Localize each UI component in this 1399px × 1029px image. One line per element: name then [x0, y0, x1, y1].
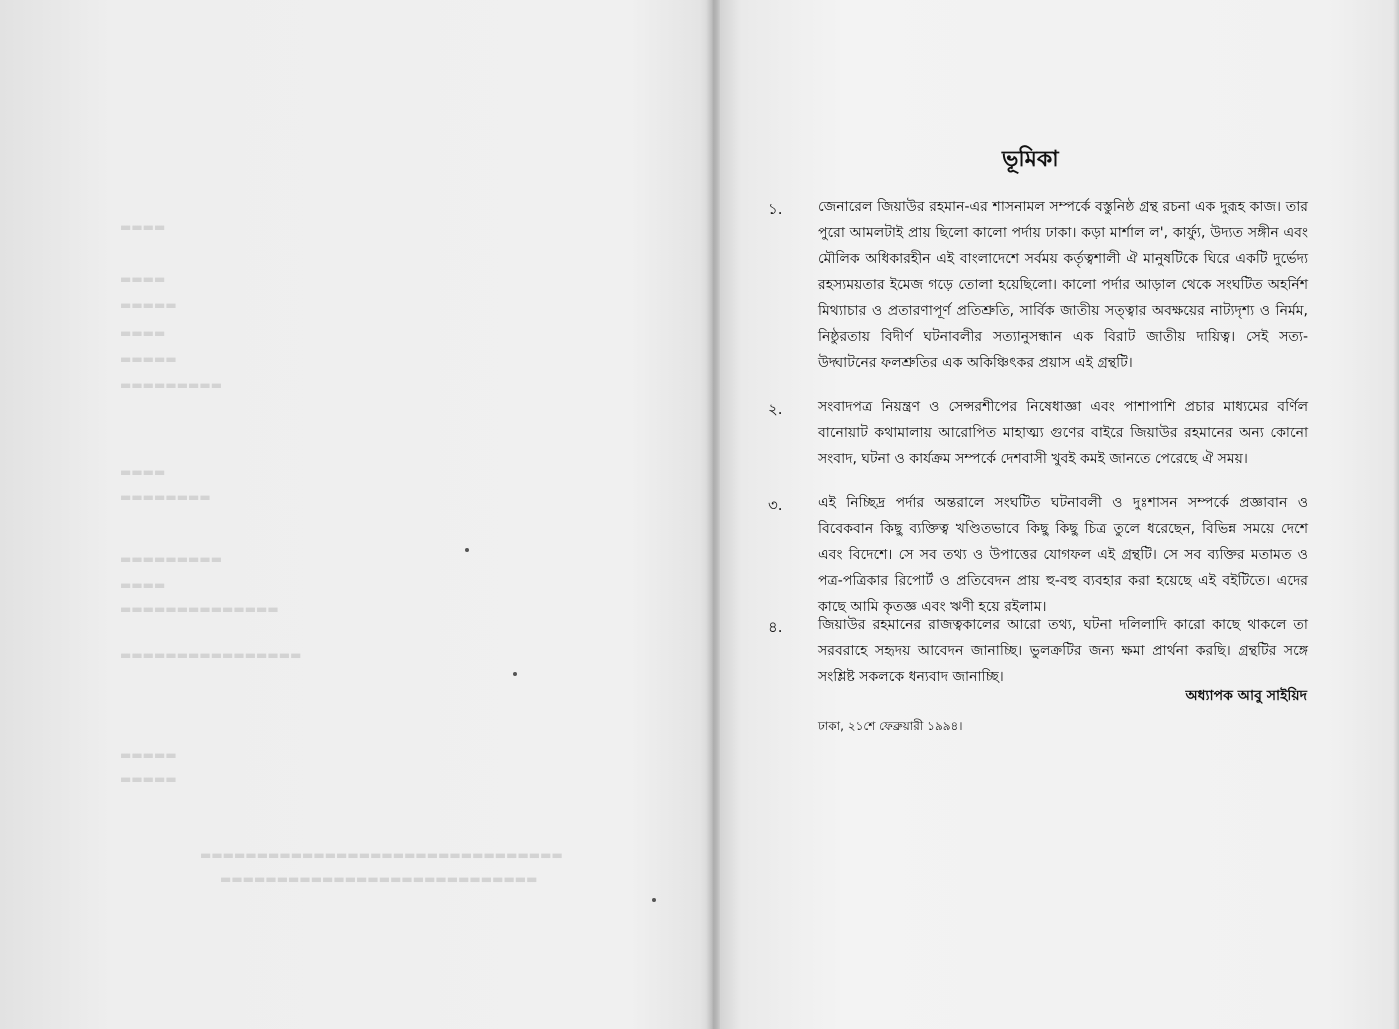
bleed-through-mark: ▬▬▬▬▬▬▬▬▬▬▬▬▬▬▬▬: [120, 648, 302, 662]
paragraph-text: জেনারেল জিয়াউর রহমান-এর শাসনামল সম্পর্কে বস্তুনিষ্ঠ গ্রন্থ রচনা এক দুরূহ কাজ। তার পুরো আমলটাই প্রায় ছিলো কালো পর্দায় ঢাকা। কড়া মার্শাল ল', কার্ফ্যু, উদ্যত সঙ্গীন এবং মৌলিক অধিকারহীন এই বাংলাদেশে সর্বময় কর্তৃত্বশালী ঐ মানুষটিকে ঘিরে একটি দুর্ভেদ্য রহস্যময়তার ইমেজ গড়ে তোলা হয়েছিলো। কালো পর্দার আড়াল থেকে সংঘটিত অহর্নিশ মিথ্যাচার ও প্রতারণাপূর্ণ প্রতিশ্রুতি, সার্বিক জাতীয় সত্ত্বার অবক্ষয়ের নাট্যদৃশ্য ও নির্মম, নিষ্ঠুরতায় বিদীর্ণ ঘটনাবলীর সত্যানুসন্ধান এক বিরাট জাতীয় দায়িত্ব। সেই সত্য-উদ্ঘাটনের ফলশ্রুতির এক অকিঞ্চিৎকর প্রয়াস এই গ্রন্থটি।: [818, 199, 1308, 371]
page-title: ভূমিকা: [1002, 147, 1059, 172]
paragraph-text: এই নিচ্ছিদ্র পর্দার অন্তরালে সংঘটিত ঘটনাবলী ও দুঃশাসন সম্পর্কে প্রজ্ঞাবান ও বিবেকবান কিছু ব্যক্তিত্ব খণ্ডিতভাবে কিছু কিছু চিত্র তুলে ধরেছেন, বিভিন্ন সময়ে দেশে এবং বিদেশে। সে সব তথ্য ও উপাত্তের যোগফল এই গ্রন্থটি। সে সব ব্যক্তির মতামত ও পত্র-পত্রিকার রিপোর্ট ও প্রতিবেদন প্রায় হু-বহু ব্যবহার করা হয়েছে এই বইটিতে। এদের কাছে আমি কৃতজ্ঞ এবং ঋণী হয়ে রইলাম।: [818, 495, 1308, 615]
paragraph-text: সংবাদপত্র নিয়ন্ত্রণ ও সেন্সরশীপের নিষেধাজ্ঞা এবং পাশাপাশি প্রচার মাধ্যমের বর্ণিল বানোয়াট কথামালায় আরোপিত মাহাত্ম্য গুণের বাইরে জিয়াউর রহমানের অন্য কোনো সংবাদ, ঘটনা ও কার্যক্রম সম্পর্কে দেশবাসী খুবই কমই জানতে পেরেছে ঐ সময়।: [818, 399, 1308, 467]
paragraph-3: [768, 490, 1308, 620]
bleed-through-mark: ▬▬▬▬▬▬▬▬▬▬▬▬▬▬▬▬▬▬▬▬▬▬▬▬▬▬▬▬: [220, 872, 538, 886]
bleed-through-mark: ▬▬▬▬▬: [120, 298, 177, 312]
paragraph-number: ২.: [768, 400, 783, 418]
paragraph-1: [768, 194, 1308, 376]
paragraph-text: জিয়াউর রহমানের রাজত্বকালের আরো তথ্য, ঘটনা দলিলাদি কারো কাছে থাকলে তা সরবরাহে সহৃদয় আবেদন জানাচ্ছি। ভুলক্রটির জন্য ক্ষমা প্রার্থনা করছি। গ্রন্থটির সঙ্গে সংশ্লিষ্ট সকলকে ধন্যবাদ জানাচ্ছি।: [818, 617, 1308, 685]
bleed-through-mark: ▬▬▬▬: [120, 272, 166, 286]
bleed-through-mark: ▬▬▬▬▬▬▬▬▬: [120, 552, 223, 566]
bleed-through-mark: ▬▬▬▬▬▬▬▬▬▬▬▬▬▬▬▬▬▬▬▬▬▬▬▬▬▬▬▬▬▬▬▬: [200, 848, 563, 862]
bleed-through-mark: ▬▬▬▬▬: [120, 748, 177, 762]
bleed-through-mark: ▬▬▬▬▬: [120, 352, 177, 366]
right-page: [712, 0, 1399, 1029]
ink-speck: [513, 672, 517, 676]
author-signature: অধ্যাপক আবু সাইয়িদ: [1185, 688, 1307, 704]
paragraph-number: ১.: [768, 200, 783, 218]
paragraph-number: ৪.: [768, 618, 783, 636]
bleed-through-mark: ▬▬▬▬: [120, 326, 166, 340]
paragraph-2: [768, 394, 1308, 472]
paragraph-number: ৩.: [768, 496, 783, 514]
ink-speck: [465, 548, 469, 552]
bleed-through-mark: ▬▬▬▬▬▬▬▬▬: [120, 378, 223, 392]
bleed-through-mark: ▬▬▬▬▬▬▬▬▬▬▬▬▬▬: [120, 602, 279, 616]
bleed-through-mark: ▬▬▬▬: [120, 465, 166, 479]
bleed-through-mark: ▬▬▬▬: [120, 220, 166, 234]
paragraph-4: [768, 612, 1308, 690]
page-edge-shadow: [1393, 0, 1399, 1029]
bleed-through-mark: ▬▬▬▬▬: [120, 772, 177, 786]
bleed-through-mark: ▬▬▬▬: [120, 578, 166, 592]
bleed-through-mark: ▬▬▬▬▬▬▬▬: [120, 490, 211, 504]
ink-speck: [652, 898, 656, 902]
place-date-line: ঢাকা, ২১শে ফেব্রুয়ারী ১৯৯৪।: [818, 719, 963, 733]
